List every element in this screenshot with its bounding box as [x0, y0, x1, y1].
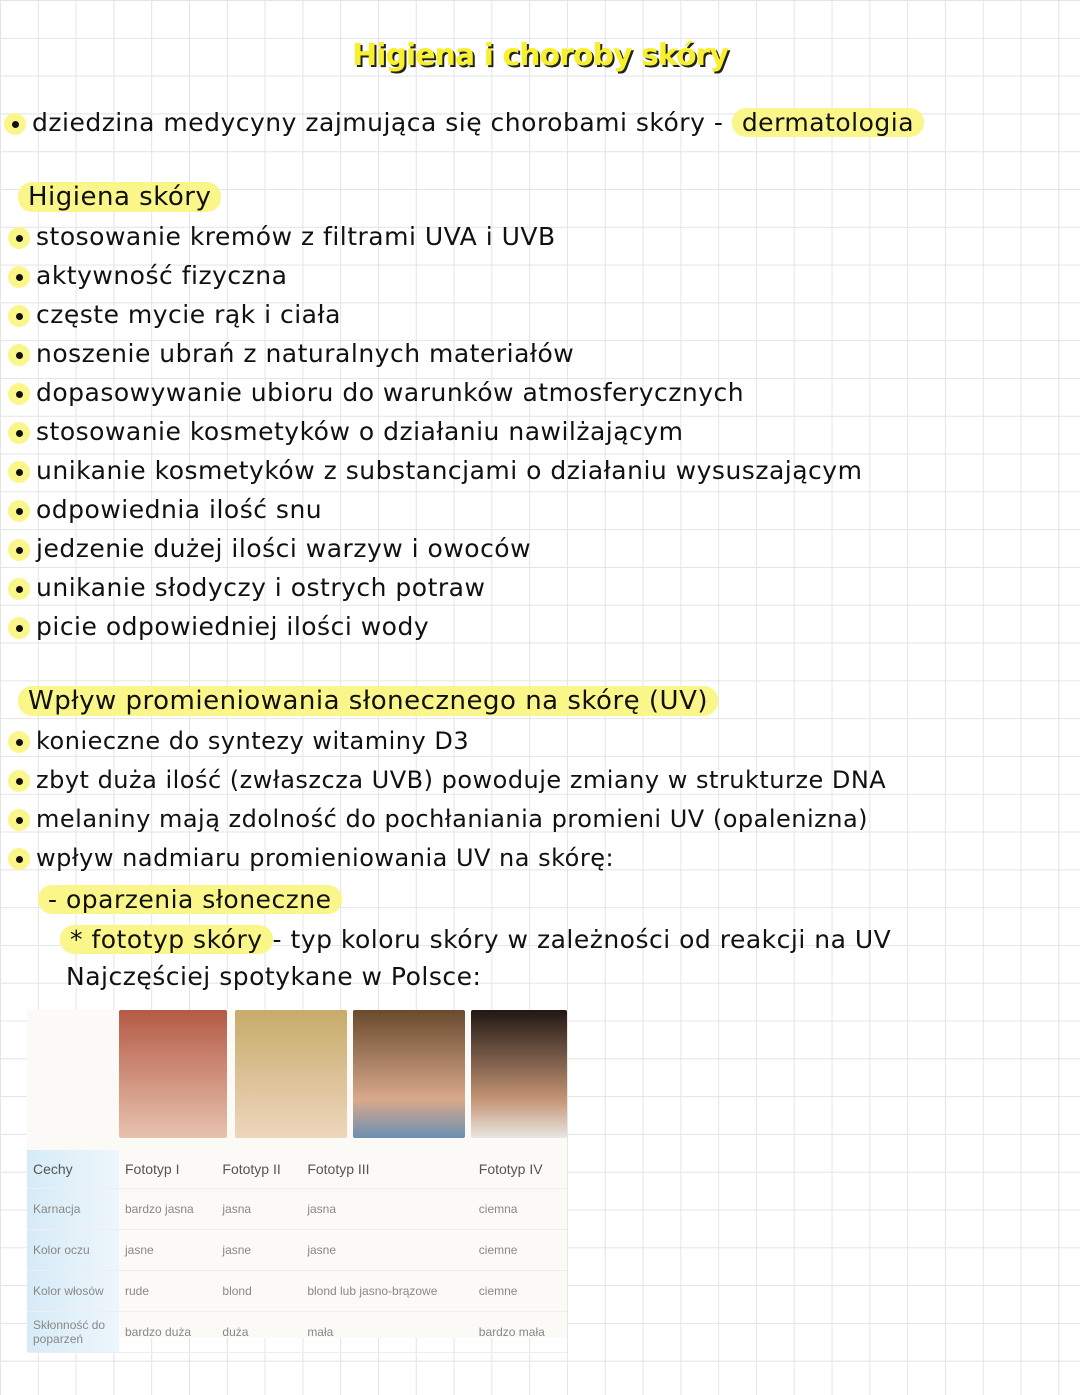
bullet-icon [4, 113, 26, 135]
list-item-text: zbyt duża ilość (zwłaszcza UVB) powoduje zmiany w strukturze DNA [36, 766, 887, 794]
table-cell: Skłonność do poparzeń [27, 1312, 119, 1353]
bullet-icon [8, 422, 30, 444]
list-item-text: jedzenie dużej ilości warzyw i owoców [36, 534, 532, 563]
list-item [8, 573, 485, 602]
phototype-table-grid [27, 1150, 567, 1353]
list-item-text: wpływ nadmiaru promieniowania UV na skórę: [36, 844, 615, 872]
list-item [8, 534, 531, 563]
sub-item [38, 885, 342, 914]
list-item [8, 300, 341, 329]
bullet-icon [8, 227, 30, 249]
uv-heading-text: Wpływ promieniowania słonecznego na skórę (UV) [18, 686, 718, 716]
photo-fototyp-1 [119, 1010, 227, 1138]
hygiene-heading [18, 182, 221, 212]
list-item [8, 766, 886, 794]
photo-fototyp-4 [471, 1010, 567, 1138]
table-cell: bardzo duża [119, 1312, 216, 1353]
bullet-icon [8, 266, 30, 288]
phototype-definition [60, 925, 891, 954]
table-cell: rude [119, 1271, 216, 1312]
list-item-text: picie odpowiedniej ilości wody [36, 612, 430, 641]
list-item [8, 844, 614, 872]
bullet-icon [8, 848, 30, 870]
list-item-text: melaniny mają zdolność do pochłaniania promieni UV (opalenizna) [36, 805, 869, 833]
table-cell: ciemna [473, 1189, 567, 1230]
table-row [27, 1230, 567, 1271]
table-cell: Kolor włosów [27, 1271, 119, 1312]
table-cell: mała [301, 1312, 472, 1353]
table-row [27, 1312, 567, 1353]
table-row [27, 1271, 567, 1312]
table-cell: ciemne [473, 1271, 567, 1312]
sub-item-text: - oparzenia słoneczne [38, 885, 342, 914]
list-item-text: noszenie ubrań z naturalnych materiałów [36, 339, 575, 368]
table-cell: jasna [301, 1189, 472, 1230]
list-item [8, 417, 683, 446]
bullet-icon [8, 809, 30, 831]
bullet-icon [8, 461, 30, 483]
list-item [8, 456, 862, 485]
photo-fototyp-3 [353, 1010, 465, 1138]
list-item [8, 495, 322, 524]
list-item-text: odpowiednia ilość snu [36, 495, 323, 524]
list-item-text: konieczne do syntezy witaminy D3 [36, 727, 470, 755]
list-item [8, 612, 429, 641]
bullet-icon [8, 578, 30, 600]
bullet-icon [8, 500, 30, 522]
list-item-text: unikanie kosmetyków z substancjami o działaniu wysuszającym [36, 456, 863, 485]
bullet-icon [8, 539, 30, 561]
list-item [8, 727, 469, 755]
bullet-icon [8, 731, 30, 753]
uv-heading [18, 686, 718, 716]
table-row [27, 1189, 567, 1230]
list-item [8, 805, 868, 833]
intro-text: dziedzina medycyny zajmująca się chorobami skóry - [32, 108, 724, 137]
list-item [8, 222, 556, 251]
list-item-text: stosowanie kremów z filtrami UVA i UVB [36, 222, 556, 251]
table-cell: ciemne [473, 1230, 567, 1271]
table-cell: duża [216, 1312, 301, 1353]
phototype-term: * fototyp skóry [60, 925, 273, 954]
table-cell: jasne [216, 1230, 301, 1271]
list-item-text: unikanie słodyczy i ostrych potraw [36, 573, 486, 602]
bullet-icon [8, 383, 30, 405]
table-cell: Karnacja [27, 1189, 119, 1230]
list-item-text: stosowanie kosmetyków o działaniu nawilżającym [36, 417, 684, 446]
table-cell: blond lub jasno-brązowe [301, 1271, 472, 1312]
phototype-table [27, 1010, 567, 1346]
page-title: Higiena i choroby skóry [352, 38, 728, 73]
list-item [8, 261, 287, 290]
highlighted-term: dermatologia [732, 108, 924, 137]
list-item [8, 378, 744, 407]
table-cell: jasna [216, 1189, 301, 1230]
column-header: Fototyp I [119, 1150, 216, 1189]
table-cell: bardzo jasna [119, 1189, 216, 1230]
phototype-line2: Najczęściej spotykane w Polsce: [66, 962, 482, 991]
column-header: Fototyp III [301, 1150, 472, 1189]
column-header: Fototyp II [216, 1150, 301, 1189]
bullet-icon [8, 770, 30, 792]
table-cell: jasne [301, 1230, 472, 1271]
table-cell: Kolor oczu [27, 1230, 119, 1271]
bullet-icon [8, 344, 30, 366]
hygiene-heading-text: Higiena skóry [18, 182, 221, 212]
column-header: Cechy [27, 1150, 119, 1189]
table-cell: bardzo mała [473, 1312, 567, 1353]
column-header: Fototyp IV [473, 1150, 567, 1189]
table-cell: jasne [119, 1230, 216, 1271]
table-cell: blond [216, 1271, 301, 1312]
photo-fototyp-2 [235, 1010, 347, 1138]
list-item-text: aktywność fizyczna [36, 261, 288, 290]
bullet-icon [8, 617, 30, 639]
list-item-text: częste mycie rąk i ciała [36, 300, 341, 329]
list-item-text: dopasowywanie ubioru do warunków atmosferycznych [36, 378, 745, 407]
phototype-def: - typ koloru skóry w zależności od reakcji na UV [272, 925, 892, 954]
bullet-icon [8, 305, 30, 327]
intro-line [4, 108, 924, 137]
list-item [8, 339, 574, 368]
